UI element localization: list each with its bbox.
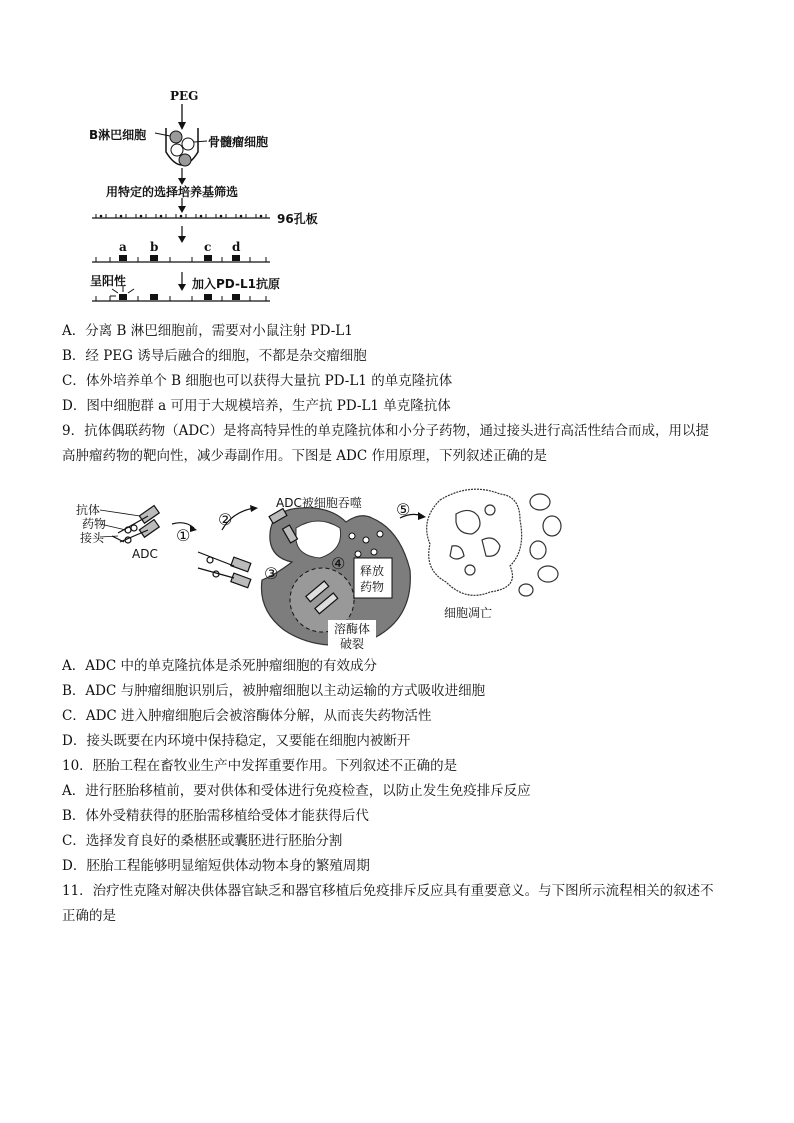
release-label-2: 药物	[360, 580, 385, 594]
q11-stem-line2: 正确的是	[62, 908, 116, 924]
well-a-label: a	[119, 240, 127, 254]
q8-option-c: C．体外培养单个 B 细胞也可以获得大量抗 PD-L1 的单克隆抗体	[62, 373, 453, 389]
step-2-label: ②	[218, 510, 233, 529]
positive-label: 呈阳性	[90, 274, 127, 288]
add-antigen-label: 加入PD-L1抗原	[192, 277, 280, 291]
lysosome-label-1: 溶酶体	[334, 622, 371, 636]
step-5-label: ⑤	[396, 500, 411, 519]
release-label-1: 释放	[360, 564, 385, 578]
screen-label: 用特定的选择培养基筛选	[106, 185, 239, 199]
b-cell-label: B淋巴细胞	[89, 128, 147, 142]
adc-diagram	[0, 470, 794, 655]
q9-option-b: B．ADC 与肿瘤细胞识别后，被肿瘤细胞以主动运输的方式吸收进细胞	[62, 683, 486, 699]
q9-option-a: A．ADC 中的单克隆抗体是杀死肿瘤细胞的有效成分	[62, 658, 377, 674]
plate-label: 96孔板	[277, 212, 318, 226]
myeloma-label: 骨髓瘤细胞	[208, 135, 269, 149]
q9-stem-line1: 9．抗体偶联药物（ADC）是将高特异性的单克隆抗体和小分子药物，通过接头进行高活性结合而成，用以提	[62, 423, 709, 439]
q11-stem-line1: 11．治疗性克隆对解决供体器官缺乏和器官移植后免疫排斥反应具有重要意义。与下图所示流程相关的叙述不	[62, 883, 714, 899]
q10-option-d: D．胚胎工程能够明显缩短供体动物本身的繁殖周期	[62, 858, 370, 874]
drug-label: 药物	[82, 517, 107, 531]
well-b-label: b	[150, 240, 159, 254]
step-3-label: ③	[264, 564, 279, 583]
q9-option-c: C．ADC 进入肿瘤细胞后会被溶酶体分解，从而丧失药物活性	[62, 708, 432, 724]
q9-option-d: D．接头既要在内环境中保持稳定，又要能在细胞内被断开	[62, 733, 411, 749]
adc-label: ADC	[132, 547, 158, 561]
step-1-label: ①	[176, 526, 191, 545]
antibody-label: 抗体	[76, 503, 101, 517]
q10-option-a: A．进行胚胎移植前，要对供体和受体进行免疫检查，以防止发生免疫排斥反应	[62, 783, 531, 799]
step-4-label: ④	[331, 554, 346, 573]
adc-figure	[0, 470, 794, 655]
peg-label: PEG	[170, 89, 199, 103]
apoptosis-label: 细胞凋亡	[444, 606, 493, 620]
q8-option-b: B．经 PEG 诱导后融合的细胞，不都是杂交瘤细胞	[62, 348, 367, 364]
q8-option-d: D．图中细胞群 a 可用于大规模培养，生产抗 PD-L1 单克隆抗体	[62, 398, 451, 414]
q9-stem-line2: 高肿瘤药物的靶向性，减少毒副作用。下图是 ADC 作用原理，下列叙述正确的是	[62, 448, 547, 464]
b-cell-shape	[170, 131, 182, 143]
lysosome-label-2: 破裂	[340, 637, 365, 651]
q10-option-c: C．选择发育良好的桑椹胚或囊胚进行胚胎分割	[62, 833, 343, 849]
linker-label: 接头	[80, 531, 105, 545]
q10-stem: 10．胚胎工程在畜牧业生产中发挥重要作用。下列叙述不正确的是	[62, 758, 458, 774]
hybridoma-figure	[0, 0, 794, 320]
engulfed-label: ADC被细胞吞噬	[276, 496, 362, 510]
well-d-label: d	[232, 240, 241, 254]
well-c-label: c	[204, 240, 212, 254]
apoptotic-cell-shape	[427, 489, 522, 595]
q10-option-b: B．体外受精获得的胚胎需移植给受体才能获得后代	[62, 808, 369, 824]
q8-option-a: A．分离 B 淋巴细胞前，需要对小鼠注射 PD-L1	[62, 323, 353, 339]
